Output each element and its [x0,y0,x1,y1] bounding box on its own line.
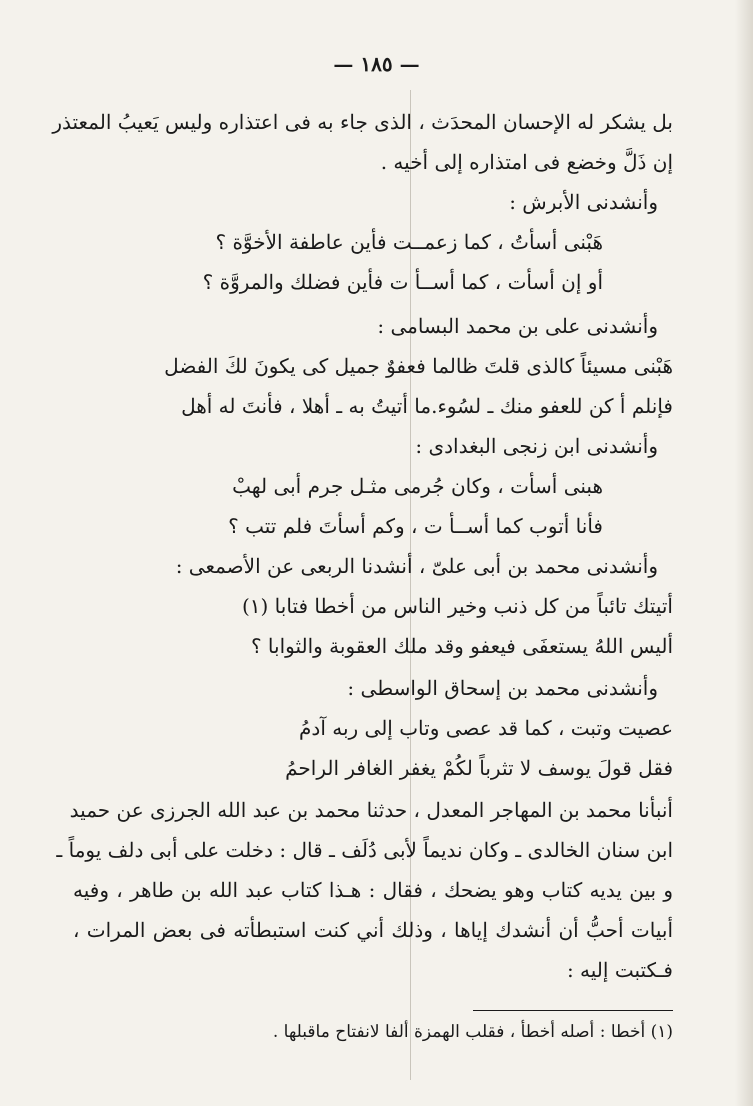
prose-line: إن ذَلَّ وخضع فى امتذاره إلى أخيه . [380,150,673,174]
prose-line: بل يشكر له الإحسان المحدَث ، الذى جاء به فى اعتذاره وليس يَعيبُ المعتذر [52,110,673,134]
poem-intro: وأنشدنى محمد بن أبى علىّ ، أنشدنا الربعى عن الأصمعى : [175,554,658,578]
prose-line: فـكتبت إليه : [566,958,673,982]
verse-line: هَبْنى أسأتُ ، كما زعمــت فأين عاطفة الأخوَّة ؟ [215,230,603,254]
verse-line: أتيتك تائباً من كل ذنب وخير الناس من أخطا فتابا (١) [241,594,673,618]
verse-line: أو إن أسأت ، كما أســأ ت فأين فضلك والمروَّة ؟ [202,270,603,294]
verse-line: فإنلم أ كن للعفو منك ـ لسُوء.ما أتيتُ به ـ أهلا ، فأنتَ له أهل [181,394,673,418]
verse-line: عصيت وتبت ، كما قد عصى وتاب إلى ربه آدمُ [299,716,673,740]
verse-line: أليس اللهُ يستعفَى فيعفو وقد ملك العقوبة والثوابا ؟ [250,634,673,658]
verse-line: هَبْنى مسيئاً كالذى قلتَ ظالما فعفوٌ جميل كى يكونَ لكَ الفضل [164,354,673,378]
prose-line: أنبأنا محمد بن المهاجر المعدل ، حدثنا محمد بن عبد الله الجرزى عن حميد [69,798,673,822]
poem-intro: وأنشدنى محمد بن إسحاق الواسطى : [347,676,658,700]
page-number: — ١٨٥ — [333,52,420,76]
page-edge-shadow [735,0,753,1106]
verse-line: فقل قولَ يوسف لا تثرباً لكُمْ يغفر الغافر الراحمُ [285,756,673,780]
prose-line: أبيات أحبُّ أن أنشدك إياها ، وذلك أني كنت استبطأته فى بعض المرات ، [73,918,674,942]
poem-intro: وأنشدنى على بن محمد البسامى : [377,314,658,338]
footnote: (١) أخطا : أصله أخطأ ، فقلب الهمزة ألفا لانفتاح ماقبلها . [272,1022,673,1042]
verse-line: هبنى أسأت ، وكان جُرمى مثـل جرم أبى لهبْ [232,474,603,498]
footnote-divider [473,1010,673,1011]
prose-line: و بين يديه كتاب وهو يضحك ، فقال : هـذا كتاب عبد الله بن طاهر ، وفيه [73,878,673,902]
prose-line: ابن سنان الخالدى ـ وكان نديماً لأبى دُلَف ـ قال : دخلت على أبى دلف يوماً ـ [56,838,673,862]
poem-intro: وأنشدنى ابن زنجى البغدادى : [415,434,658,458]
poem-intro: وأنشدنى الأبرش : [509,190,658,214]
verse-line: فأنا أتوب كما أســأ ت ، وكم أسأتَ فلم تتب ؟ [228,514,603,538]
